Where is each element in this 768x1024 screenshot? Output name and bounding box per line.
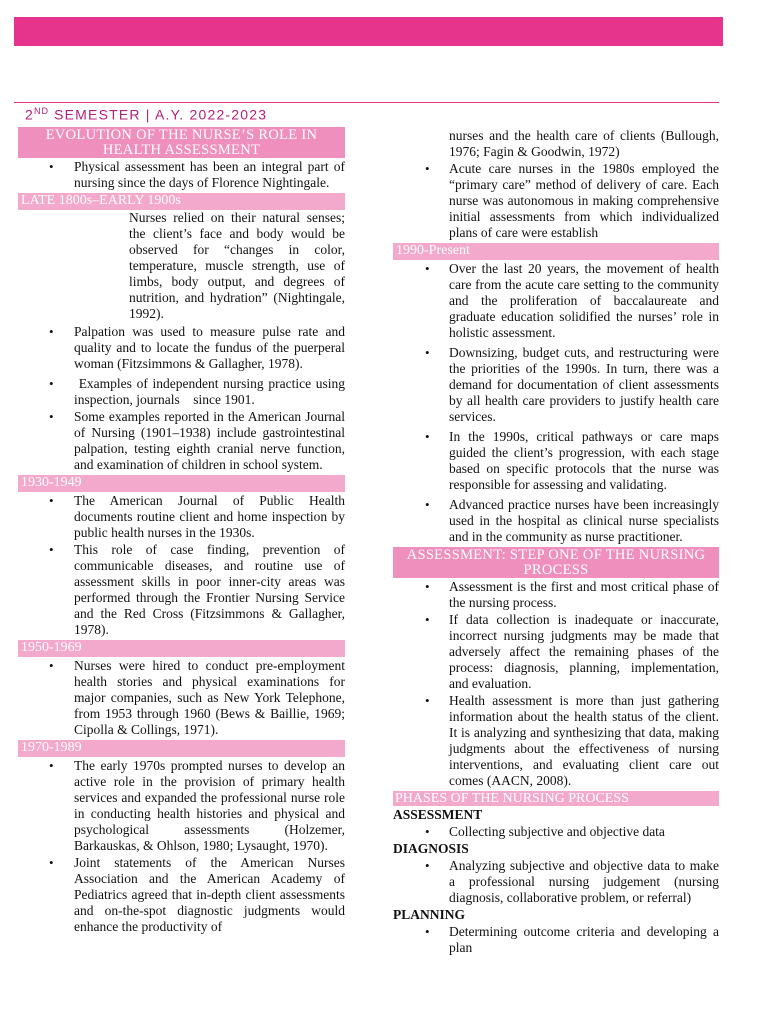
1970-list — [18, 758, 345, 935]
top-banner — [14, 17, 723, 46]
1950-list — [18, 658, 345, 738]
section-heading-1950: 1950-1969 — [18, 640, 345, 657]
phase-label-diagnosis: DIAGNOSIS — [393, 841, 469, 856]
list-item: • Joint statements of the American Nurses Association and the American Academy of Pediatrics agreed that in-depth client assessments and on-the-spot diagnostic judgments would enhance the productivity of — [49, 855, 345, 934]
bullet-icon: • — [425, 497, 430, 512]
section-title-evolution: EVOLUTION OF THE NURSE’S ROLE IN HEALTH ASSESSMENT — [18, 127, 345, 158]
phase-label-planning: PLANNING — [393, 907, 466, 922]
bullet-icon: • — [49, 159, 54, 174]
list-item: • Determining outcome criteria and developing a plan — [425, 924, 719, 955]
phase-diagnosis-list — [393, 858, 719, 906]
nightingale-paragraph: Nurses relied on their natural senses; the client’s face and body would be observed for “changes in color, temperature, muscle strength, use of limbs, body output, and degrees of nutrition, and hydration” (Nightingale, 1992). — [129, 210, 345, 321]
list-item: • Collecting subjective and objective data — [425, 824, 665, 839]
left-column — [18, 127, 349, 935]
list-item: • Examples of independent nursing practice using inspection, journals since 1901. — [49, 376, 349, 407]
bullet-icon: • — [49, 855, 54, 870]
list-item: • Advanced practice nurses have been increasingly used in the hospital as clinical nurse specialists and in the community as nurse practitioner. — [425, 497, 719, 544]
bullet-icon: • — [49, 409, 54, 424]
bullet-icon: • — [425, 858, 430, 873]
bullet-icon: • — [425, 261, 430, 276]
list-item: • If data collection is inadequate or inaccurate, incorrect nursing judgments may be made that adversely affect the remaining phases of the process: diagnosis, planning, implementation, and evaluation. — [425, 612, 719, 691]
section-heading-1970: 1970-1989 — [18, 740, 345, 757]
section-heading-1930: 1930-1949 — [18, 475, 345, 492]
bullet-icon: • — [425, 579, 430, 594]
phase-label-assessment: ASSESSMENT — [393, 807, 483, 822]
list-item: • Nurses were hired to conduct pre-employment health stories and physical examinations for major companies, such as New York Telephone, from 1953 through 1960 (Bews & Baillie, 1969; Cipolla & Collings, 1971). — [49, 658, 345, 737]
section-heading-phases: PHASES OF THE NURSING PROCESS — [393, 791, 719, 806]
list-item: • Some examples reported in the American Journal of Nursing (1901–1938) include gastrointestinal palpation, testing eighth cranial nerve function, and examination of children in school system. — [49, 409, 345, 472]
list-item: • Physical assessment has been an integral part of nursing since the days of Florence Nightingale. — [49, 159, 345, 190]
right-column — [393, 128, 719, 956]
list-item: • This role of case finding, prevention of communicable diseases, and routine use of assessment skills in poor inner-city areas was performed through the Frontier Nursing Service and the Red Cross (Fitzsimmons & Gallagher, 1978). — [49, 542, 345, 637]
semester-label: 2ND SEMESTER | A.Y. 2022-2023 — [25, 106, 268, 123]
list-item: • Over the last 20 years, the movement of health care from the acute care setting to the community and the proliferation of baccalaureate and graduate education solidified the nurses’ role in holistic assessment. — [425, 261, 719, 340]
list-item: • Assessment is the first and most critical phase of the nursing process. — [425, 579, 719, 610]
bullet-icon: • — [425, 429, 430, 444]
bullet-icon: • — [49, 758, 54, 773]
bullet-icon: • — [49, 493, 54, 508]
continued-text: nurses and the health care of clients (Bullough, 1976; Fagin & Goodwin, 1972) — [449, 128, 719, 159]
bullet-icon: • — [425, 161, 430, 176]
list-item: • Downsizing, budget cuts, and restructuring were the priorities of the 1990s. In turn, there was a demand for documentation of client assessments by all health care providers to justify health care services. — [425, 345, 719, 424]
list-item: • Acute care nurses in the 1980s employed the “primary care” method of delivery of care. Each nurse was autonomous in making comprehensive initial assessments from which individualized plans of care were establish — [425, 161, 719, 240]
late-1800s-list — [18, 324, 349, 473]
list-item: • The American Journal of Public Health documents routine client and home inspection by public health nurses in the 1930s. — [49, 493, 345, 540]
bullet-icon: • — [425, 693, 430, 708]
assessment-list — [393, 579, 719, 789]
bullet-icon: • — [425, 345, 430, 360]
section-heading-1990: 1990-Present — [393, 243, 719, 260]
intro-list — [18, 159, 345, 191]
list-item: • Health assessment is more than just gathering information about the health status of the client. It is analyzing and synthesizing that data, making judgments about the effectiveness of nursing interventions, and evaluating client care out comes (AACN, 2008). — [425, 693, 719, 788]
list-item: • Analyzing subjective and objective data to make a professional nursing judgement (nursing diagnosis, collaborative problem, or referral) — [425, 858, 719, 905]
bullet-icon: • — [49, 658, 54, 673]
header-divider — [14, 102, 719, 103]
acute-care-list — [393, 161, 719, 241]
bullet-icon: • — [425, 612, 430, 627]
1930-list — [18, 493, 345, 638]
bullet-icon: • — [425, 924, 430, 939]
phase-assessment-list — [393, 824, 719, 840]
1990-list — [393, 261, 719, 545]
list-item: • Palpation was used to measure pulse rate and quality and to locate the fundus of the puerperal woman (Fitzsimmons & Gallagher, 1978). — [49, 324, 345, 371]
phase-planning-list — [393, 924, 719, 956]
bullet-icon: • — [49, 324, 54, 339]
bullet-icon: • — [49, 376, 54, 391]
section-title-assessment-step-one: ASSESSMENT: STEP ONE OF THE NURSING PROCESS — [393, 547, 719, 578]
bullet-icon: • — [425, 824, 430, 839]
bullet-icon: • — [49, 542, 54, 557]
list-item: • In the 1990s, critical pathways or care maps guided the client’s progression, with each stage based on specific protocols that the nurse was responsible for assessing and validating. — [425, 429, 719, 492]
list-item: • The early 1970s prompted nurses to develop an active role in the provision of primary health services and expanded the professional nurse role in conducting health histories and physical and psychological assessments (Holzemer, Barkauskas, & Ohlson, 1980; Lysaught, 1970). — [49, 758, 345, 853]
section-heading-late-1800s: LATE 1800s–EARLY 1900s — [18, 193, 345, 210]
